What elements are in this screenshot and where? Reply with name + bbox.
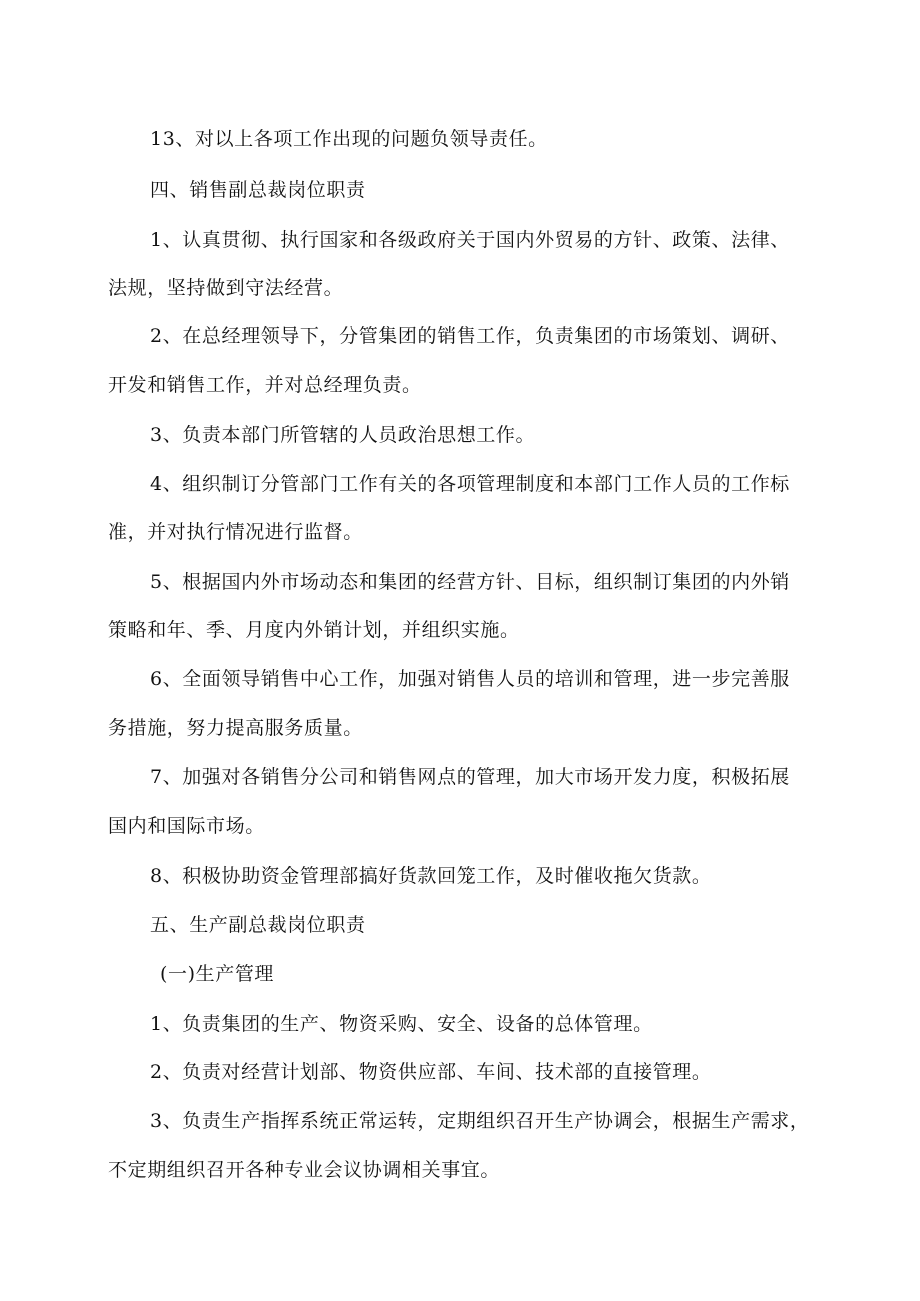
paragraph-line: 1、认真贯彻、执行国家和各级政府关于国内外贸易的方针、政策、法律、 — [150, 229, 790, 251]
paragraph-line: 13、对以上各项工作出现的问题负领导责任。 — [150, 128, 548, 150]
paragraph-line: 国内和国际市场。 — [108, 815, 265, 837]
paragraph-line: 5、根据国内外市场动态和集团的经营方针、目标，组织制订集团的内外销 — [150, 571, 790, 593]
section-heading: 五、生产副总裁岗位职责 — [150, 914, 366, 936]
paragraph-line: 务措施，努力提高服务质量。 — [108, 717, 363, 739]
paragraph-line: 8、积极协助资金管理部搞好货款回笼工作，及时催收拖欠货款。 — [150, 865, 712, 887]
paragraph-line: 2、负责对经营计划部、物资供应部、车间、技术部的直接管理。 — [150, 1061, 712, 1083]
paragraph-line: 开发和销售工作，并对总经理负责。 — [108, 374, 422, 396]
paragraph-line: 3、负责本部门所管辖的人员政治思想工作。 — [150, 424, 536, 446]
paragraph-line: 1、负责集团的生产、物资采购、安全、设备的总体管理。 — [150, 1013, 653, 1035]
paragraph-line: 准，并对执行情况进行监督。 — [108, 521, 363, 543]
subsection-heading: (一)生产管理 — [160, 963, 275, 985]
paragraph-line: 7、加强对各销售分公司和销售网点的管理，加大市场开发力度，积极拓展 — [150, 766, 790, 788]
section-heading: 四、销售副总裁岗位职责 — [150, 179, 366, 201]
paragraph-line: 策略和年、季、月度内外销计划，并组织实施。 — [108, 619, 520, 641]
paragraph-line: 6、全面领导销售中心工作，加强对销售人员的培训和管理，进一步完善服 — [150, 668, 790, 690]
paragraph-line: 不定期组织召开各种专业会议协调相关事宜。 — [108, 1159, 501, 1181]
paragraph-line: 2、在总经理领导下，分管集团的销售工作，负责集团的市场策划、调研、 — [150, 325, 790, 347]
paragraph-line: 4、组织制订分管部门工作有关的各项管理制度和本部门工作人员的工作标 — [150, 473, 790, 495]
paragraph-line: 法规，坚持做到守法经营。 — [108, 277, 344, 299]
paragraph-line: 3、负责生产指挥系统正常运转，定期组织召开生产协调会，根据生产需求， — [150, 1110, 810, 1132]
